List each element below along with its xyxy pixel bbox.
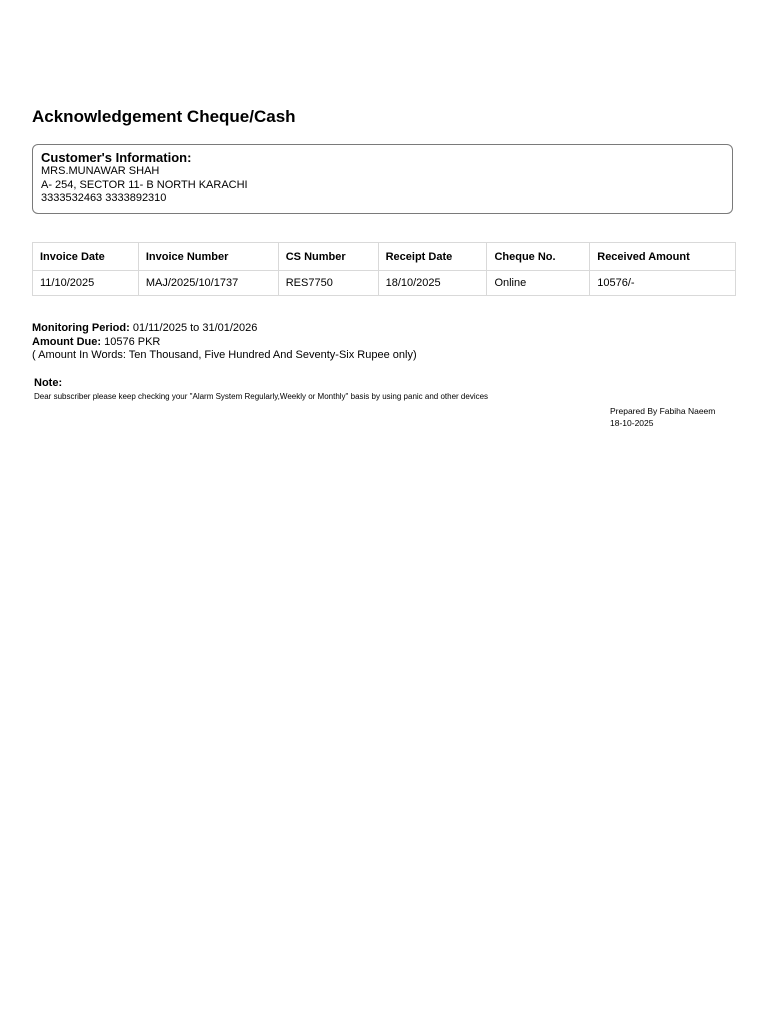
amount-in-words: ( Amount In Words: Ten Thousand, Five Hundred And Seventy-Six Rupee only) bbox=[32, 349, 417, 361]
monitoring-period-value: 01/11/2025 to 31/01/2026 bbox=[132, 322, 258, 334]
header-cs-number: CS Number bbox=[278, 243, 378, 271]
customer-info-heading: Customer's Information: bbox=[41, 150, 192, 165]
cell-invoice-number: MAJ/2025/10/1737 bbox=[138, 271, 278, 296]
amount-due-label: Amount Due: bbox=[32, 335, 102, 348]
header-invoice-number: Invoice Number bbox=[138, 243, 278, 271]
invoice-table bbox=[32, 242, 736, 296]
header-cheque-no: Cheque No. bbox=[487, 243, 590, 271]
monitoring-period-label: Monitoring Period: bbox=[32, 322, 130, 334]
prepared-by-block bbox=[610, 406, 715, 429]
note-text: Dear subscriber please keep checking your "Alarm System Regularly,Weekly or Monthly" basis by using panic and other devices bbox=[34, 392, 489, 401]
customer-address: A- 254, SECTOR 11- B NORTH KARACHI bbox=[41, 178, 248, 191]
customer-info-box bbox=[32, 144, 733, 214]
prepared-date: 18-10-2025 bbox=[610, 417, 654, 428]
amount-due bbox=[32, 336, 417, 350]
table-header-row bbox=[33, 243, 736, 271]
cell-receipt-date: 18/10/2025 bbox=[378, 271, 487, 296]
cell-cheque-no: Online bbox=[487, 271, 590, 296]
cell-received-amount: 10576/- bbox=[590, 271, 736, 296]
amount-due-value: 10576 PKR bbox=[104, 335, 161, 348]
cell-invoice-date: 11/10/2025 bbox=[33, 271, 139, 296]
customer-name: MRS.MUNAWAR SHAH bbox=[41, 165, 160, 177]
prepared-by: Prepared By Fabiha Naeem bbox=[610, 406, 716, 416]
header-received-amount: Received Amount bbox=[590, 243, 736, 271]
note-section bbox=[34, 377, 734, 403]
monitoring-period bbox=[32, 322, 417, 336]
header-receipt-date: Receipt Date bbox=[378, 243, 487, 271]
payment-summary bbox=[32, 322, 417, 363]
cell-cs-number: RES7750 bbox=[278, 271, 378, 296]
table-row bbox=[33, 271, 736, 296]
header-invoice-date: Invoice Date bbox=[33, 243, 139, 271]
page-title: Acknowledgement Cheque/Cash bbox=[32, 107, 296, 126]
note-label: Note: bbox=[34, 377, 63, 389]
customer-phones: 3333532463 3333892310 bbox=[41, 192, 167, 204]
